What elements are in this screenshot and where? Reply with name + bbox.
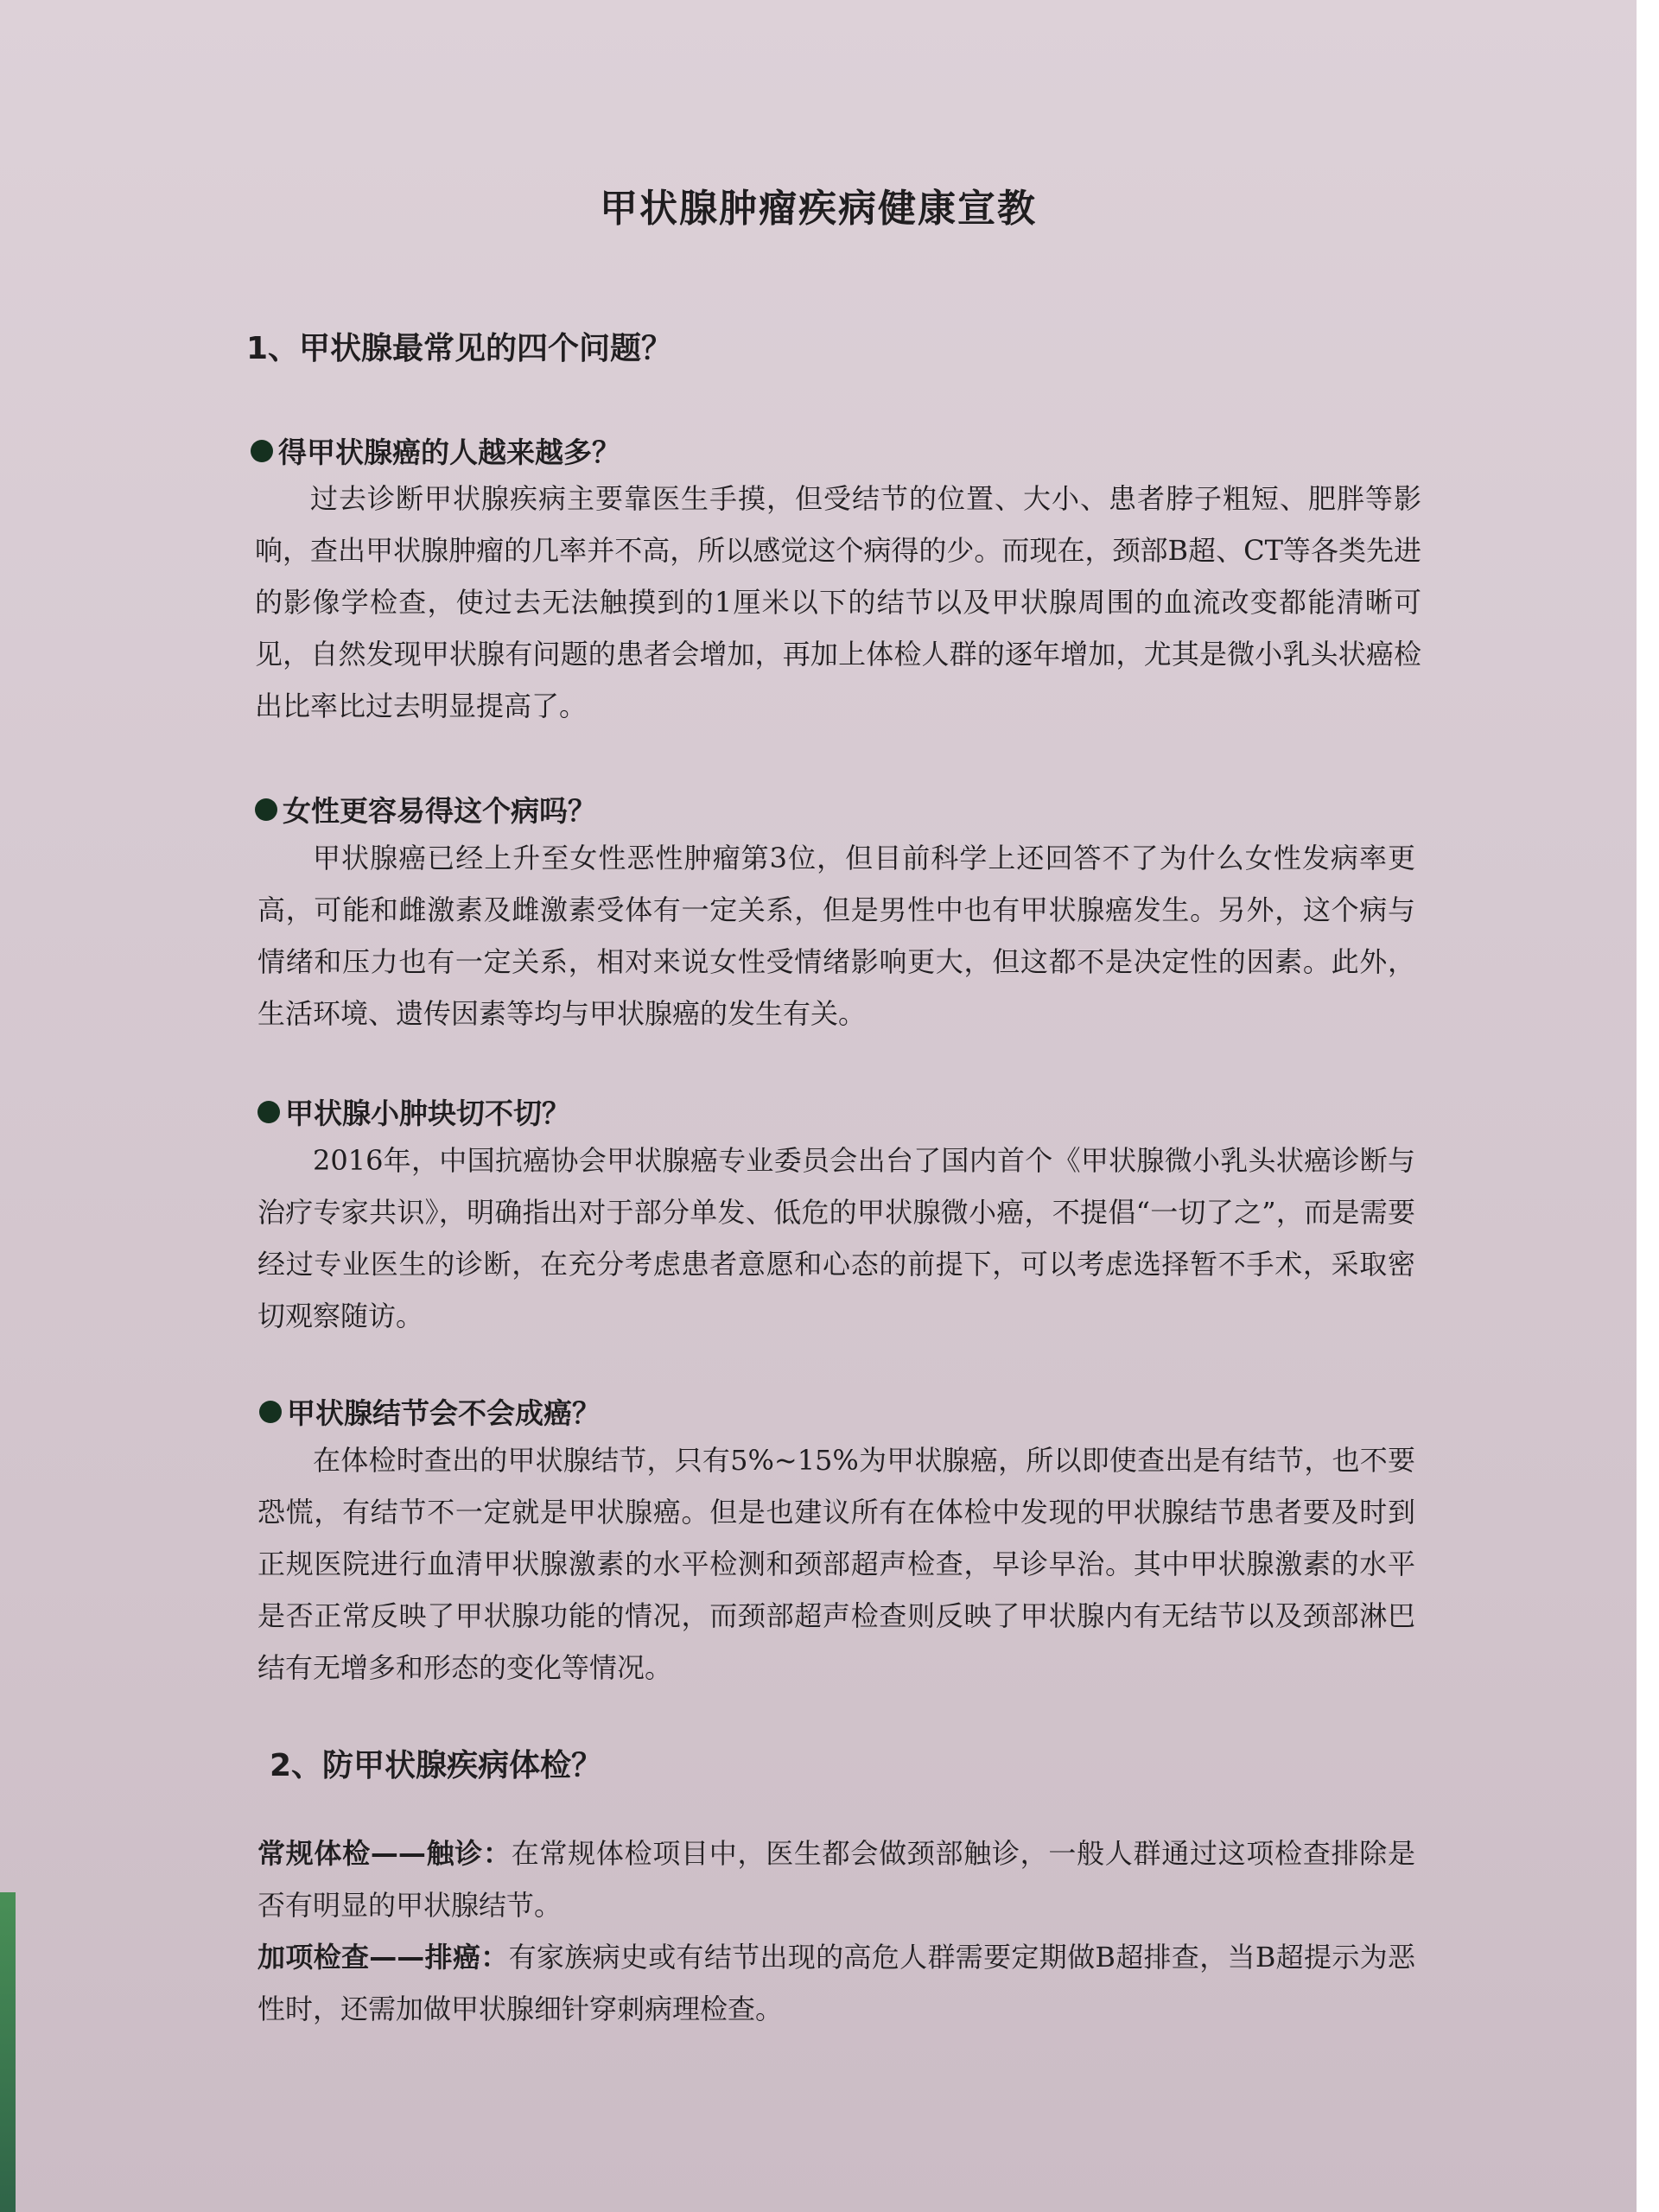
question-1-body: 过去诊断甲状腺疾病主要靠医生手摸，但受结节的位置、大小、患者脖子粗短、肥胖等影响，查出甲状腺肿瘤的几率并不高，所以感觉这个病得的少。而现在，颈部B超、CT等各类先进的影像学检查，使过去无法触摸到的1厘米以下的结节以及甲状腺周围的血流改变都能清晰可见，自然发现甲状腺有问题的患者会增加，再加上体检人群的逐年增加，尤其是微小乳头状癌检出比率比过去明显提高了。 [255,482,1421,722]
exam-item-1-body: 在常规体检项目中，医生都会做颈部触诊，一般人群通过这项检查排除是否有明显的甲状腺结节。 [257,1837,1415,1922]
page-edge [1637,0,1659,2212]
page-title: 甲状腺肿瘤疾病健康宣教 [600,187,1037,231]
question-4-body: 在体检时查出的甲状腺结节，只有5%~15%为甲状腺癌，所以即使查出是有结节，也不要恐慌，有结节不一定就是甲状腺癌。但是也建议所有在体检中发现的甲状腺结节患者要及时到正规医院进行血清甲状腺激素的水平检测和颈部超声检查，早诊早治。其中甲状腺激素的水平是否正常反映了甲状腺功能的情况，而颈部超声检查则反映了甲状腺内有无结节以及颈部淋巴结有无增多和形态的变化等情况。 [257,1444,1415,1684]
exam-item-2-body: 有家族病史或有结节出现的高危人群需要定期做B超排查，当B超提示为恶性时，还需加做甲状腺细针穿刺病理检查。 [257,1941,1415,2025]
bullet-icon [255,798,277,821]
question-2-heading [255,789,596,830]
background-strip [0,1892,16,2212]
section-1-heading: 1、甲状腺最常见的四个问题？ [246,331,673,366]
question-3-heading [257,1091,570,1132]
bullet-icon [259,1401,282,1423]
question-2-body: 甲状腺癌已经上升至女性恶性肿瘤第3位，但目前科学上还回答不了为什么女性发病率更高，可能和雌激素及雌激素受体有一定关系，但是男性中也有甲状腺癌发生。另外，这个病与情绪和压力也有一定关系，相对来说女性受情绪影响更大，但这都不是决定性的因素。此外，生活环境、遗传因素等均与甲状腺癌的发生有关。 [257,842,1415,1030]
question-3-body: 2016年，中国抗癌协会甲状腺癌专业委员会出台了国内首个《甲状腺微小乳头状癌诊断与治疗专家共识》，明确指出对于部分单发、低危的甲状腺微小癌，不提倡“一切了之”，而是需要经过专业医生的诊断，在充分考虑患者意愿和心态的前提下，可以考虑选择暂不手术，采取密切观察随访。 [257,1144,1415,1332]
question-1-heading [251,430,620,471]
question-2-title: 女性更容易得这个病吗？ [283,794,596,828]
question-4-title: 甲状腺结节会不会成癌？ [287,1396,601,1430]
question-1-title: 得甲状腺癌的人越来越多？ [278,435,620,469]
section-2-heading: 2、防甲状腺疾病体检？ [270,1748,603,1783]
exam-item-2 [257,1931,1415,2035]
question-4-heading [259,1391,601,1432]
bullet-icon [251,440,273,462]
question-3-title: 甲状腺小肿块切不切？ [285,1096,570,1130]
bullet-icon [257,1101,280,1123]
exam-item-1 [257,1827,1415,1931]
exam-item-1-label: 常规体检——触诊： [257,1837,512,1870]
exam-item-2-label: 加项检查——排癌： [257,1941,509,1974]
